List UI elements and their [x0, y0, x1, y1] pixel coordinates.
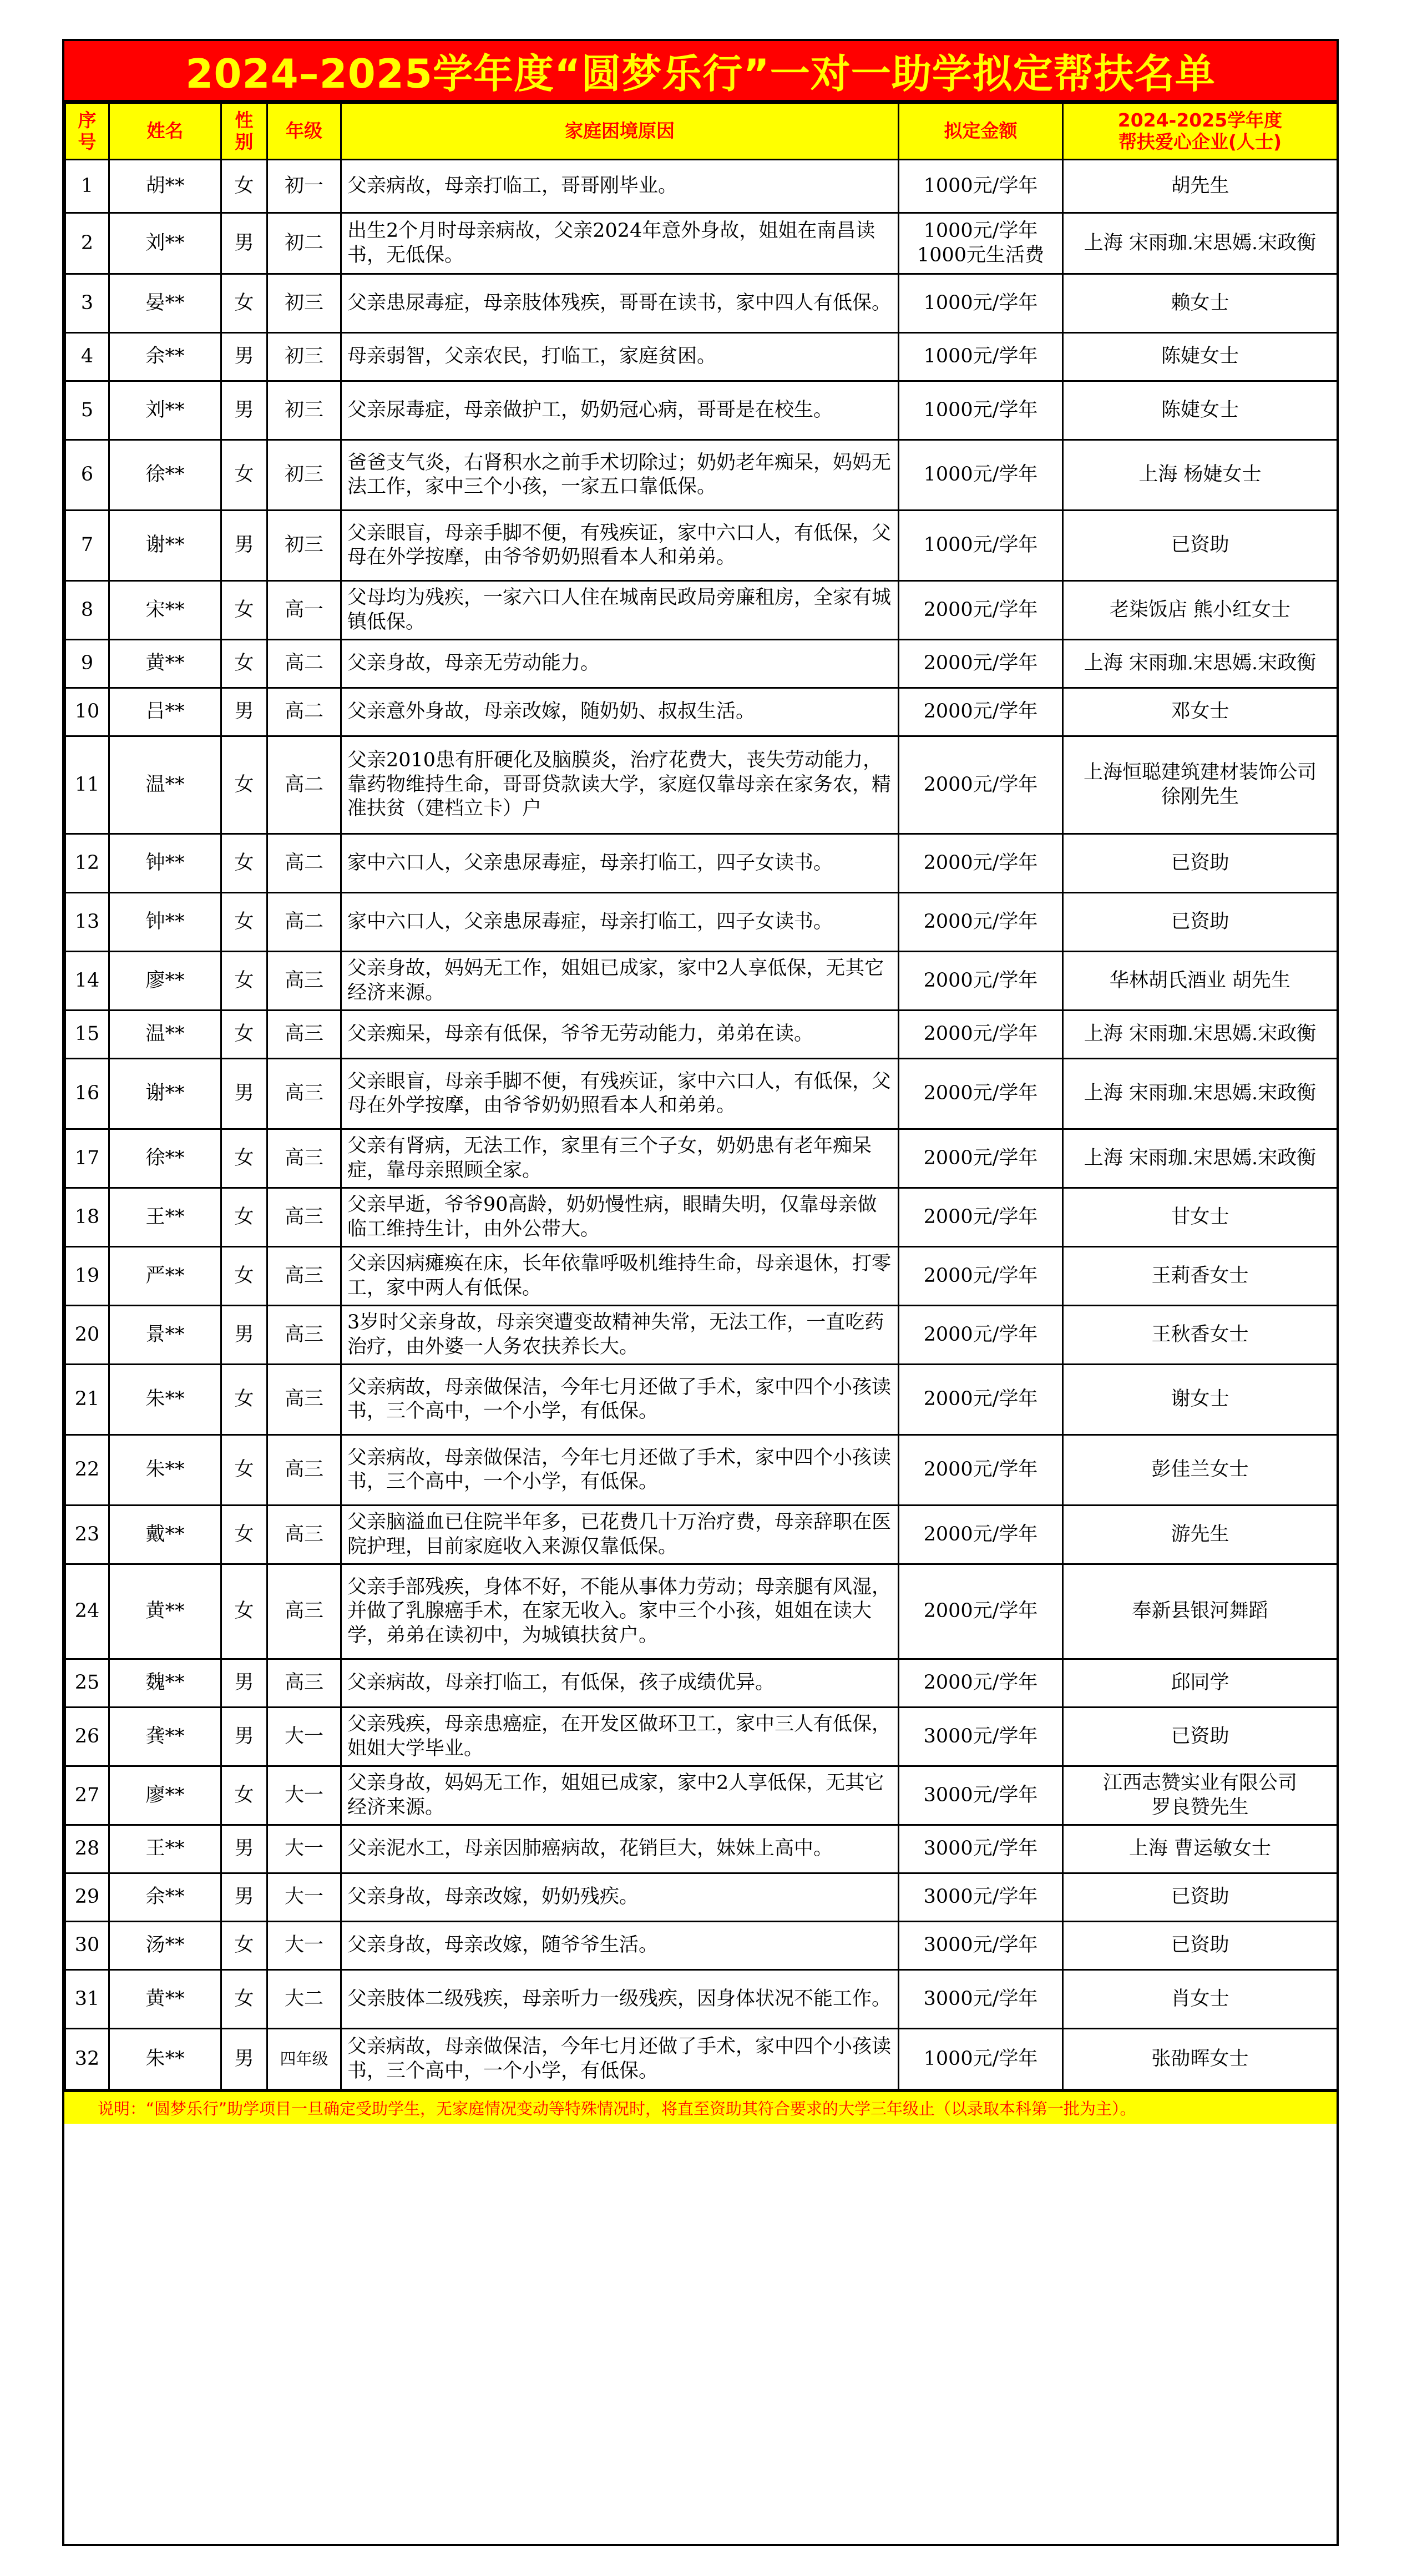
sponsor-name: 上海 宋雨珈.宋思嫣.宋政衡	[1063, 1011, 1338, 1059]
aid-amount: 2000元/学年	[899, 952, 1063, 1011]
sponsor-name: 邓女士	[1063, 688, 1338, 736]
sponsor-name: 赖女士	[1063, 274, 1338, 333]
table-row	[65, 440, 1338, 511]
sponsor-name: 已资助	[1063, 1922, 1338, 1970]
header-no: 序 号	[65, 103, 109, 160]
aid-amount: 2000元/学年	[899, 1129, 1063, 1188]
sponsor-name: 上海 宋雨珈.宋思嫣.宋政衡	[1063, 640, 1338, 688]
sponsor-name: 肖女士	[1063, 1970, 1338, 2029]
row-number: 8	[65, 581, 109, 640]
table-row	[65, 952, 1338, 1011]
aid-amount: 2000元/学年	[899, 1188, 1063, 1247]
student-name: 钟**	[109, 893, 221, 952]
aid-amount: 3000元/学年	[899, 1708, 1063, 1766]
sponsor-name: 王秋香女士	[1063, 1306, 1338, 1365]
header-gender: 性 别	[221, 103, 267, 160]
row-number: 19	[65, 1247, 109, 1306]
aid-amount: 2000元/学年	[899, 834, 1063, 893]
table-row	[65, 1766, 1338, 1825]
hardship-reason: 父亲因病瘫痪在床，长年依靠呼吸机维持生命，母亲退休，打零工，家中两人有低保。	[341, 1247, 899, 1306]
sponsor-name: 张劭晖女士	[1063, 2029, 1338, 2090]
table-row	[65, 333, 1338, 381]
aid-amount: 1000元/学年	[899, 274, 1063, 333]
student-gender: 女	[221, 1011, 267, 1059]
table-row	[65, 1059, 1338, 1129]
student-name: 谢**	[109, 511, 221, 581]
student-name: 龚**	[109, 1708, 221, 1766]
row-number: 26	[65, 1708, 109, 1766]
hardship-reason: 父亲病故，母亲打临工，哥哥刚毕业。	[341, 160, 899, 213]
aid-amount: 1000元/学年	[899, 2029, 1063, 2090]
row-number: 20	[65, 1306, 109, 1365]
header-amount: 拟定金额	[899, 103, 1063, 160]
row-number: 31	[65, 1970, 109, 2029]
student-gender: 男	[221, 1659, 267, 1708]
row-number: 11	[65, 736, 109, 834]
table-row	[65, 1708, 1338, 1766]
student-gender: 女	[221, 1766, 267, 1825]
sponsor-name: 已资助	[1063, 834, 1338, 893]
table-row	[65, 834, 1338, 893]
table-row	[65, 1506, 1338, 1564]
table-row	[65, 274, 1338, 333]
sponsor-name: 邱同学	[1063, 1659, 1338, 1708]
hardship-reason: 父亲身故，母亲改嫁，随爷爷生活。	[341, 1922, 899, 1970]
student-grade: 高三	[267, 1506, 341, 1564]
student-grade: 初三	[267, 274, 341, 333]
hardship-reason: 父亲身故，妈妈无工作，姐姐已成家，家中2人享低保，无其它经济来源。	[341, 1766, 899, 1825]
table-row	[65, 1825, 1338, 1873]
student-gender: 女	[221, 952, 267, 1011]
aid-amount: 2000元/学年	[899, 1564, 1063, 1659]
row-number: 7	[65, 511, 109, 581]
table-row	[65, 1435, 1338, 1506]
aid-amount: 1000元/学年	[899, 381, 1063, 440]
student-name: 胡**	[109, 160, 221, 213]
aid-amount: 2000元/学年	[899, 893, 1063, 952]
table-row	[65, 511, 1338, 581]
student-gender: 女	[221, 1188, 267, 1247]
student-name: 朱**	[109, 1435, 221, 1506]
sponsorship-table	[64, 102, 1338, 2090]
student-gender: 男	[221, 1708, 267, 1766]
table-row	[65, 381, 1338, 440]
aid-amount: 2000元/学年	[899, 1659, 1063, 1708]
aid-amount: 3000元/学年	[899, 1922, 1063, 1970]
student-grade: 大一	[267, 1873, 341, 1922]
student-gender: 男	[221, 333, 267, 381]
student-gender: 女	[221, 1506, 267, 1564]
table-row	[65, 1564, 1338, 1659]
aid-amount: 2000元/学年	[899, 688, 1063, 736]
sponsor-name: 老柒饭店 熊小红女士	[1063, 581, 1338, 640]
hardship-reason: 父亲尿毒症，母亲做护工，奶奶冠心病，哥哥是在校生。	[341, 381, 899, 440]
student-gender: 女	[221, 1970, 267, 2029]
row-number: 18	[65, 1188, 109, 1247]
table-row	[65, 160, 1338, 213]
student-gender: 女	[221, 893, 267, 952]
sponsor-name: 甘女士	[1063, 1188, 1338, 1247]
row-number: 16	[65, 1059, 109, 1129]
table-row	[65, 1659, 1338, 1708]
table-row	[65, 1011, 1338, 1059]
row-number: 28	[65, 1825, 109, 1873]
aid-amount: 3000元/学年	[899, 1873, 1063, 1922]
student-grade: 高三	[267, 1435, 341, 1506]
hardship-reason: 父亲身故，母亲无劳动能力。	[341, 640, 899, 688]
student-name: 黄**	[109, 640, 221, 688]
sponsor-name: 胡先生	[1063, 160, 1338, 213]
hardship-reason: 父亲病故，母亲做保洁，今年七月还做了手术，家中四个小孩读书，三个高中，一个小学，有低保。	[341, 1435, 899, 1506]
hardship-reason: 父亲身故，妈妈无工作，姐姐已成家，家中2人享低保，无其它经济来源。	[341, 952, 899, 1011]
student-name: 刘**	[109, 213, 221, 274]
hardship-reason: 父亲病故，母亲打临工，有低保，孩子成绩优异。	[341, 1659, 899, 1708]
student-name: 温**	[109, 736, 221, 834]
student-name: 晏**	[109, 274, 221, 333]
row-number: 2	[65, 213, 109, 274]
row-number: 9	[65, 640, 109, 688]
student-grade: 高三	[267, 952, 341, 1011]
aid-amount: 2000元/学年	[899, 1059, 1063, 1129]
hardship-reason: 父亲眼盲，母亲手脚不便，有残疾证，家中六口人，有低保，父母在外学按摩，由爷爷奶奶照看本人和弟弟。	[341, 1059, 899, 1129]
student-grade: 初三	[267, 381, 341, 440]
student-name: 黄**	[109, 1564, 221, 1659]
hardship-reason: 父母均为残疾，一家六口人住在城南民政局旁廉租房，全家有城镇低保。	[341, 581, 899, 640]
student-gender: 女	[221, 160, 267, 213]
aid-amount: 2000元/学年	[899, 1011, 1063, 1059]
student-grade: 大二	[267, 1970, 341, 2029]
sponsor-name: 彭佳兰女士	[1063, 1435, 1338, 1506]
student-gender: 女	[221, 1129, 267, 1188]
table-row	[65, 1306, 1338, 1365]
row-number: 1	[65, 160, 109, 213]
student-gender: 男	[221, 1306, 267, 1365]
aid-amount: 1000元/学年	[899, 160, 1063, 213]
table-row	[65, 1970, 1338, 2029]
student-name: 宋**	[109, 581, 221, 640]
row-number: 15	[65, 1011, 109, 1059]
student-grade: 高二	[267, 688, 341, 736]
sponsor-name: 上海 宋雨珈.宋思嫣.宋政衡	[1063, 1059, 1338, 1129]
table-row	[65, 893, 1338, 952]
aid-amount: 1000元/学年	[899, 333, 1063, 381]
student-name: 廖**	[109, 1766, 221, 1825]
hardship-reason: 出生2个月时母亲病故，父亲2024年意外身故，姐姐在南昌读书，无低保。	[341, 213, 899, 274]
student-grade: 大一	[267, 1708, 341, 1766]
hardship-reason: 家中六口人，父亲患尿毒症，母亲打临工，四子女读书。	[341, 893, 899, 952]
table-row	[65, 581, 1338, 640]
student-grade: 高三	[267, 1306, 341, 1365]
student-name: 戴**	[109, 1506, 221, 1564]
row-number: 21	[65, 1365, 109, 1435]
student-grade: 高三	[267, 1365, 341, 1435]
row-number: 4	[65, 333, 109, 381]
sponsor-name: 陈婕女士	[1063, 381, 1338, 440]
student-name: 吕**	[109, 688, 221, 736]
header-grade: 年级	[267, 103, 341, 160]
row-number: 29	[65, 1873, 109, 1922]
student-grade: 初三	[267, 440, 341, 511]
sponsor-name: 已资助	[1063, 1708, 1338, 1766]
aid-amount: 2000元/学年	[899, 1506, 1063, 1564]
student-gender: 男	[221, 1873, 267, 1922]
table-row	[65, 1873, 1338, 1922]
student-grade: 四年级	[267, 2029, 341, 2090]
row-number: 13	[65, 893, 109, 952]
sponsor-name: 已资助	[1063, 511, 1338, 581]
row-number: 22	[65, 1435, 109, 1506]
student-gender: 女	[221, 834, 267, 893]
student-name: 汤**	[109, 1922, 221, 1970]
student-name: 魏**	[109, 1659, 221, 1708]
sponsor-name: 华林胡氏酒业 胡先生	[1063, 952, 1338, 1011]
row-number: 5	[65, 381, 109, 440]
aid-amount: 2000元/学年	[899, 581, 1063, 640]
student-gender: 女	[221, 1365, 267, 1435]
student-grade: 大一	[267, 1922, 341, 1970]
student-grade: 高三	[267, 1059, 341, 1129]
student-name: 廖**	[109, 952, 221, 1011]
student-grade: 高二	[267, 736, 341, 834]
aid-amount: 2000元/学年	[899, 736, 1063, 834]
student-name: 余**	[109, 1873, 221, 1922]
hardship-reason: 父亲病故，母亲做保洁，今年七月还做了手术，家中四个小孩读书，三个高中，一个小学，有低保。	[341, 2029, 899, 2090]
student-name: 严**	[109, 1247, 221, 1306]
student-gender: 女	[221, 1922, 267, 1970]
student-grade: 高二	[267, 834, 341, 893]
hardship-reason: 父亲泥水工，母亲因肺癌病故，花销巨大，妹妹上高中。	[341, 1825, 899, 1873]
row-number: 25	[65, 1659, 109, 1708]
hardship-reason: 父亲病故，母亲做保洁，今年七月还做了手术，家中四个小孩读书，三个高中，一个小学，有低保。	[341, 1365, 899, 1435]
student-name: 景**	[109, 1306, 221, 1365]
sponsor-name: 陈婕女士	[1063, 333, 1338, 381]
table-header-row	[65, 103, 1338, 160]
sponsor-name: 上海 宋雨珈.宋思嫣.宋政衡	[1063, 1129, 1338, 1188]
student-gender: 女	[221, 1247, 267, 1306]
student-gender: 女	[221, 440, 267, 511]
student-grade: 初三	[267, 511, 341, 581]
table-row	[65, 1922, 1338, 1970]
student-grade: 高三	[267, 1188, 341, 1247]
hardship-reason: 3岁时父亲身故，母亲突遭变故精神失常，无法工作，一直吃药治疗，由外婆一人务农扶养长大。	[341, 1306, 899, 1365]
row-number: 3	[65, 274, 109, 333]
table-row	[65, 688, 1338, 736]
aid-amount: 2000元/学年	[899, 1306, 1063, 1365]
row-number: 27	[65, 1766, 109, 1825]
student-grade: 大一	[267, 1766, 341, 1825]
student-gender: 男	[221, 2029, 267, 2090]
hardship-reason: 父亲手部残疾，身体不好，不能从事体力劳动；母亲腿有风湿，并做了乳腺癌手术，在家无收入。家中三个小孩，姐姐在读大学，弟弟在读初中，为城镇扶贫户。	[341, 1564, 899, 1659]
sponsor-name: 上海 宋雨珈.宋思嫣.宋政衡	[1063, 213, 1338, 274]
sponsor-name: 王莉香女士	[1063, 1247, 1338, 1306]
student-gender: 男	[221, 688, 267, 736]
row-number: 14	[65, 952, 109, 1011]
header-name: 姓名	[109, 103, 221, 160]
hardship-reason: 母亲弱智，父亲农民，打临工，家庭贫困。	[341, 333, 899, 381]
row-number: 30	[65, 1922, 109, 1970]
row-number: 6	[65, 440, 109, 511]
header-sponsor: 2024-2025学年度 帮扶爱心企业(人士)	[1063, 103, 1338, 160]
aid-amount: 3000元/学年	[899, 1766, 1063, 1825]
student-grade: 高三	[267, 1129, 341, 1188]
row-number: 17	[65, 1129, 109, 1188]
student-name: 余**	[109, 333, 221, 381]
student-gender: 女	[221, 274, 267, 333]
hardship-reason: 父亲有肾病，无法工作，家里有三个子女，奶奶患有老年痴呆症，靠母亲照顾全家。	[341, 1129, 899, 1188]
student-name: 谢**	[109, 1059, 221, 1129]
hardship-reason: 父亲身故，母亲改嫁，奶奶残疾。	[341, 1873, 899, 1922]
aid-amount: 2000元/学年	[899, 1435, 1063, 1506]
sponsor-name: 江西志赞实业有限公司 罗良赞先生	[1063, 1766, 1338, 1825]
sponsor-name: 已资助	[1063, 1873, 1338, 1922]
hardship-reason: 父亲眼盲，母亲手脚不便，有残疾证，家中六口人，有低保，父母在外学按摩，由爷爷奶奶照看本人和弟弟。	[341, 511, 899, 581]
hardship-reason: 父亲早逝，爷爷90高龄，奶奶慢性病，眼睛失明，仅靠母亲做临工维持生计，由外公带大。	[341, 1188, 899, 1247]
aid-amount: 3000元/学年	[899, 1970, 1063, 2029]
row-number: 10	[65, 688, 109, 736]
student-name: 王**	[109, 1188, 221, 1247]
row-number: 32	[65, 2029, 109, 2090]
student-gender: 女	[221, 1564, 267, 1659]
aid-amount: 2000元/学年	[899, 1365, 1063, 1435]
sponsor-name: 上海恒聪建筑建材装饰公司 徐刚先生	[1063, 736, 1338, 834]
sponsor-name: 谢女士	[1063, 1365, 1338, 1435]
table-row	[65, 1129, 1338, 1188]
student-gender: 女	[221, 1435, 267, 1506]
sponsor-name: 上海 曹运敏女士	[1063, 1825, 1338, 1873]
student-gender: 男	[221, 381, 267, 440]
student-gender: 男	[221, 1059, 267, 1129]
student-name: 王**	[109, 1825, 221, 1873]
student-grade: 大一	[267, 1825, 341, 1873]
aid-amount: 3000元/学年	[899, 1825, 1063, 1873]
aid-amount: 2000元/学年	[899, 1247, 1063, 1306]
table-row	[65, 1365, 1338, 1435]
student-name: 刘**	[109, 381, 221, 440]
student-grade: 高一	[267, 581, 341, 640]
row-number: 12	[65, 834, 109, 893]
student-grade: 高二	[267, 640, 341, 688]
sponsor-name: 游先生	[1063, 1506, 1338, 1564]
student-gender: 男	[221, 1825, 267, 1873]
hardship-reason: 父亲肢体二级残疾，母亲听力一级残疾，因身体状况不能工作。	[341, 1970, 899, 2029]
table-row	[65, 2029, 1338, 2090]
student-gender: 女	[221, 640, 267, 688]
student-grade: 高三	[267, 1011, 341, 1059]
row-number: 23	[65, 1506, 109, 1564]
student-grade: 高三	[267, 1659, 341, 1708]
student-grade: 高三	[267, 1247, 341, 1306]
sponsorship-sheet	[62, 39, 1339, 2546]
student-grade: 初三	[267, 333, 341, 381]
row-number: 24	[65, 1564, 109, 1659]
aid-amount: 1000元/学年	[899, 440, 1063, 511]
student-gender: 男	[221, 511, 267, 581]
table-row	[65, 213, 1338, 274]
student-grade: 高三	[267, 1564, 341, 1659]
header-reason: 家庭困境原因	[341, 103, 899, 160]
sponsor-name: 奉新县银河舞蹈	[1063, 1564, 1338, 1659]
student-grade: 高二	[267, 893, 341, 952]
hardship-reason: 父亲脑溢血已住院半年多，已花费几十万治疗费，母亲辞职在医院护理，目前家庭收入来源仅靠低保。	[341, 1506, 899, 1564]
student-name: 温**	[109, 1011, 221, 1059]
hardship-reason: 父亲患尿毒症，母亲肢体残疾，哥哥在读书，家中四人有低保。	[341, 274, 899, 333]
table-row	[65, 1188, 1338, 1247]
sponsor-name: 已资助	[1063, 893, 1338, 952]
hardship-reason: 父亲痴呆，母亲有低保，爷爷无劳动能力，弟弟在读。	[341, 1011, 899, 1059]
table-row	[65, 1247, 1338, 1306]
student-name: 徐**	[109, 440, 221, 511]
table-row	[65, 640, 1338, 688]
sponsor-name: 上海 杨婕女士	[1063, 440, 1338, 511]
student-name: 黄**	[109, 1970, 221, 2029]
footnote: 说明：“圆梦乐行”助学项目一旦确定受助学生，无家庭情况变动等特殊情况时，将直至资助其符合要求的大学三年级止（以录取本科第一批为主）。	[64, 2090, 1337, 2124]
hardship-reason: 家中六口人，父亲患尿毒症，母亲打临工，四子女读书。	[341, 834, 899, 893]
student-name: 徐**	[109, 1129, 221, 1188]
hardship-reason: 爸爸支气炎，右肾积水之前手术切除过；奶奶老年痴呆，妈妈无法工作，家中三个小孩，一家五口靠低保。	[341, 440, 899, 511]
aid-amount: 1000元/学年	[899, 511, 1063, 581]
student-name: 钟**	[109, 834, 221, 893]
hardship-reason: 父亲2010患有肝硬化及脑膜炎，治疗花费大，丧失劳动能力，靠药物维持生命，哥哥贷款读大学，家庭仅靠母亲在家务农，精准扶贫（建档立卡）户	[341, 736, 899, 834]
student-name: 朱**	[109, 2029, 221, 2090]
student-grade: 初一	[267, 160, 341, 213]
sheet-title: 2024–2025学年度“圆梦乐行”一对一助学拟定帮扶名单	[64, 41, 1337, 102]
student-gender: 女	[221, 581, 267, 640]
table-row	[65, 736, 1338, 834]
student-gender: 女	[221, 736, 267, 834]
aid-amount: 1000元/学年 1000元生活费	[899, 213, 1063, 274]
student-grade: 初二	[267, 213, 341, 274]
student-gender: 男	[221, 213, 267, 274]
hardship-reason: 父亲残疾，母亲患癌症，在开发区做环卫工，家中三人有低保，姐姐大学毕业。	[341, 1708, 899, 1766]
hardship-reason: 父亲意外身故，母亲改嫁，随奶奶、叔叔生活。	[341, 688, 899, 736]
student-name: 朱**	[109, 1365, 221, 1435]
aid-amount: 2000元/学年	[899, 640, 1063, 688]
